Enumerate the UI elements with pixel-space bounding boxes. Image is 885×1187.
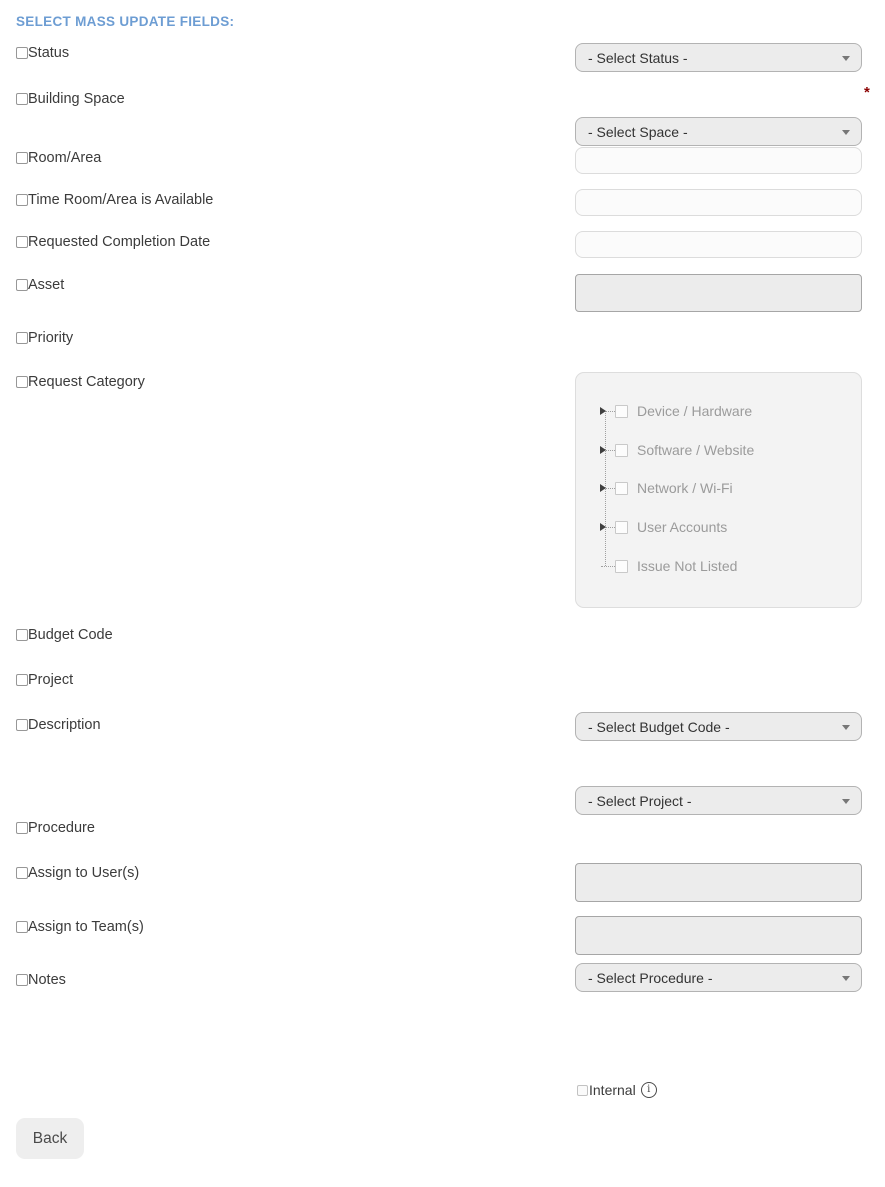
tree-checkbox-software-website[interactable] [615,444,628,457]
field-row-notes [16,972,66,989]
field-row-procedure [16,820,95,837]
procedure-select-value: - Select Procedure - [588,969,713,986]
tree-stub-line [606,527,615,528]
checkbox-asset[interactable] [16,279,28,291]
field-row-request-category [16,374,145,391]
room-area-input[interactable] [575,147,862,174]
tree-item-label: Issue Not Listed [637,558,738,574]
budget-code-select-value: - Select Budget Code - [588,718,730,735]
tree-checkbox-network-wifi[interactable] [615,482,628,495]
tree-item-network-wifi[interactable] [600,478,733,498]
tree-item-device-hardware[interactable] [600,401,752,421]
tree-item-user-accounts[interactable] [600,517,727,537]
checkbox-notes[interactable] [16,974,28,986]
field-label-notes: Notes [28,972,66,988]
status-select[interactable] [575,43,862,72]
tree-item-label: Software / Website [637,442,755,458]
checkbox-request-category[interactable] [16,376,28,388]
dropdown-caret-icon [842,976,850,981]
checkbox-time-room-area[interactable] [16,194,28,206]
tree-item-software-website[interactable] [600,440,754,460]
field-label-assign-teams: Assign to Team(s) [28,919,144,935]
assign-teams-input[interactable] [575,916,862,955]
request-category-tree [575,372,862,608]
tree-stub-line [601,566,615,567]
field-label-requested-completion-date: Requested Completion Date [28,234,211,250]
tree-checkbox-device-hardware[interactable] [615,405,628,418]
field-label-request-category: Request Category [28,374,145,390]
building-space-select-value: - Select Space - [588,123,688,140]
checkbox-assign-users[interactable] [16,867,28,879]
checkbox-building-space[interactable] [16,93,28,105]
checkbox-project[interactable] [16,674,28,686]
field-label-assign-users: Assign to User(s) [28,865,140,881]
time-room-area-input[interactable] [575,189,862,216]
tree-stub-line [606,411,615,412]
dropdown-caret-icon [842,799,850,804]
field-label-priority: Priority [28,330,74,346]
field-row-assign-users [16,865,139,882]
requested-completion-date-input[interactable] [575,231,862,258]
procedure-select[interactable] [575,963,862,992]
field-row-project [16,672,73,689]
field-row-asset [16,277,64,294]
field-label-room-area: Room/Area [28,150,102,166]
field-row-time-room-area [16,192,213,209]
checkbox-room-area[interactable] [16,152,28,164]
project-select-value: - Select Project - [588,792,692,809]
status-select-value: - Select Status - [588,49,688,66]
field-label-building-space: Building Space [28,91,125,107]
checkbox-budget-code[interactable] [16,629,28,641]
tree-stub-line [606,488,615,489]
checkbox-internal[interactable] [577,1085,588,1096]
dropdown-caret-icon [842,725,850,730]
tree-checkbox-user-accounts[interactable] [615,521,628,534]
page-title: SELECT MASS UPDATE FIELDS: [16,14,235,29]
asset-input[interactable] [575,274,862,312]
checkbox-status[interactable] [16,47,28,59]
tree-item-label: Device / Hardware [637,403,753,419]
tree-item-label: Network / Wi-Fi [637,480,733,496]
dropdown-caret-icon [842,130,850,135]
field-row-priority [16,330,73,347]
project-select[interactable] [575,786,862,815]
assign-users-input[interactable] [575,863,862,902]
field-label-time-room-area: Time Room/Area is Available [28,192,214,208]
tree-item-label: User Accounts [637,519,728,535]
checkbox-description[interactable] [16,719,28,731]
budget-code-select[interactable] [575,712,862,741]
checkbox-priority[interactable] [16,332,28,344]
info-icon[interactable]: i [641,1082,657,1098]
checkbox-requested-completion-date[interactable] [16,236,28,248]
building-space-select[interactable] [575,117,862,146]
internal-row [577,1082,657,1098]
tree-checkbox-issue-not-listed[interactable] [615,560,628,573]
field-row-status [16,45,69,62]
field-label-procedure: Procedure [28,820,95,836]
tree-stub-line [606,450,615,451]
field-row-room-area [16,150,101,167]
field-row-requested-completion-date [16,234,210,251]
checkbox-procedure[interactable] [16,822,28,834]
tree-item-issue-not-listed[interactable] [601,556,737,576]
field-row-description [16,717,101,734]
back-button[interactable]: Back [16,1118,84,1159]
field-label-status: Status [28,45,70,61]
field-row-building-space [16,91,125,108]
field-label-description: Description [28,717,101,733]
field-label-project: Project [28,672,74,688]
required-asterisk: * [864,84,870,101]
internal-label: Internal [589,1082,636,1098]
field-row-assign-teams [16,919,144,936]
dropdown-caret-icon [842,56,850,61]
field-label-budget-code: Budget Code [28,627,113,643]
field-label-asset: Asset [28,277,65,293]
field-row-budget-code [16,627,113,644]
checkbox-assign-teams[interactable] [16,921,28,933]
